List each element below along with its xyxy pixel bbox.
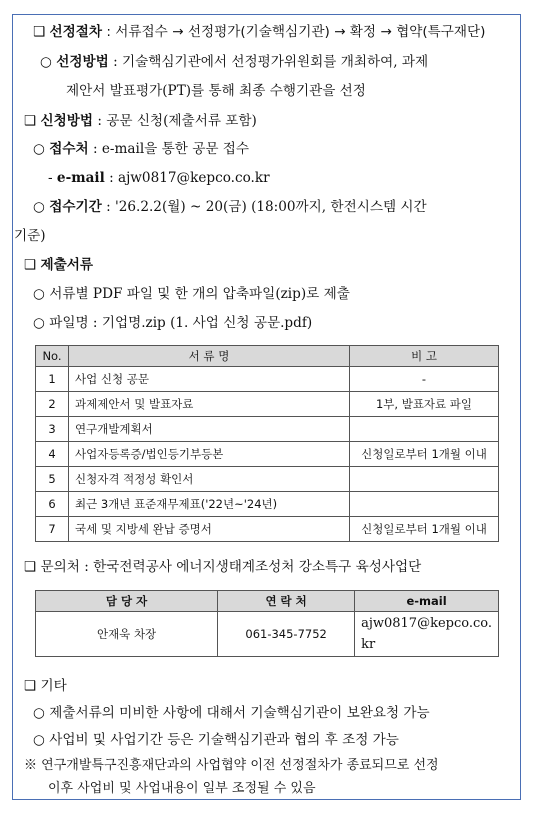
contact-email-line2: kr [361, 637, 376, 652]
checkbox-icon: ❑ [24, 678, 37, 694]
documents-format-line [33, 284, 350, 304]
etc-line [24, 676, 67, 696]
documents-head: 제출서류 [40, 257, 94, 273]
email-text: : ajw0817@kepco.co.kr [109, 170, 270, 186]
table-row [36, 417, 499, 442]
doc-no: 3 [36, 417, 69, 442]
filename-text: 파일명 : 기업명.zip (1. 사업 신청 공문.pdf) [49, 315, 313, 331]
table-row [36, 392, 499, 417]
doc-no: 4 [36, 442, 69, 467]
doc-name: 국세 및 지방세 완납 증명서 [69, 517, 350, 542]
doc-no: 5 [36, 467, 69, 492]
circle-bullet-icon: ○ [40, 54, 52, 70]
selection-method-cont: 제안서 발표평가(PT)를 통해 최종 수행기관을 선정 [66, 83, 366, 99]
reception-text: : e-mail을 통한 공문 접수 [92, 141, 250, 157]
selection-procedure-head: 선정절차 [49, 24, 103, 40]
contact-email-line1: ajw0817@kepco.co. [361, 616, 492, 631]
reference-mark-icon: ※ [24, 758, 38, 773]
circle-bullet-icon: ○ [33, 199, 45, 215]
circle-bullet-icon: ○ [33, 705, 45, 721]
doc-no: 6 [36, 492, 69, 517]
email-head: e-mail [56, 170, 105, 186]
table-row [36, 492, 499, 517]
doc-name: 사업자등록증/법인등기부등본 [69, 442, 350, 467]
contact-header-row [36, 591, 499, 612]
selection-method-text: : 기술핵심기관에서 선정평가위원회를 개최하여, 과제 [113, 54, 429, 70]
application-method-line [24, 111, 257, 131]
documents-line [24, 255, 93, 275]
note-text: 연구개발특구진흥재단과의 사업협약 이전 선정절차가 종료되므로 선정 [41, 758, 439, 773]
circle-bullet-icon: ○ [33, 286, 45, 302]
contact-row [36, 612, 499, 657]
col-manager: 담 당 자 [36, 591, 218, 612]
reception-period-text: : '26.2.2(월) ~ 20(금) (18:00까지, 한전시스템 시간 [106, 199, 427, 215]
table-row [36, 517, 499, 542]
selection-procedure-text: : 서류접수 → 선정평가(기술핵심기관) → 확정 → 협약(특구재단) [106, 24, 486, 40]
doc-name: 신청자격 적정성 확인서 [69, 467, 350, 492]
selection-method-line [40, 52, 428, 72]
reception-period-cont: 기준) [14, 228, 46, 244]
col-phone: 연 락 처 [218, 591, 355, 612]
doc-note: 1부, 발표자료 파일 [350, 392, 499, 417]
contact-phone: 061-345-7752 [218, 612, 355, 657]
reception-head: 접수처 [49, 141, 89, 157]
doc-note [350, 492, 499, 517]
contact-line [24, 557, 421, 577]
etc-item-2-text: 사업비 및 사업기간 등은 기술핵심기관과 협의 후 조정 가능 [49, 732, 399, 748]
circle-bullet-icon: ○ [33, 315, 45, 331]
documents-format-text: 서류별 PDF 파일 및 한 개의 압축파일(zip)로 제출 [49, 286, 350, 302]
circle-bullet-icon: ○ [33, 141, 45, 157]
dash-bullet-icon: - [48, 170, 53, 186]
table-row [36, 442, 499, 467]
doc-note [350, 417, 499, 442]
doc-note [350, 467, 499, 492]
col-no: No. [36, 346, 69, 367]
selection-procedure-line [33, 22, 485, 42]
etc-item-2 [33, 730, 399, 750]
doc-note: - [350, 367, 499, 392]
filename-line [33, 313, 312, 333]
col-note: 비 고 [350, 346, 499, 367]
doc-name: 최근 3개년 표준재무제표('22년~'24년) [69, 492, 350, 517]
documents-header-row [36, 346, 499, 367]
application-method-text: : 공문 신청(제출서류 포함) [97, 113, 257, 129]
table-row [36, 467, 499, 492]
checkbox-icon: ❑ [33, 24, 46, 40]
contact-table [35, 590, 499, 657]
etc-item-1 [33, 703, 430, 723]
etc-item-1-text: 제출서류의 미비한 사항에 대해서 기술핵심기관이 보완요청 가능 [49, 705, 430, 721]
table-row [36, 367, 499, 392]
note-line [24, 756, 439, 776]
doc-name: 사업 신청 공문 [69, 367, 350, 392]
email-line [48, 168, 270, 188]
doc-note: 신청일로부터 1개월 이내 [350, 517, 499, 542]
circle-bullet-icon: ○ [33, 732, 45, 748]
contact-name: 안재욱 차장 [36, 612, 218, 657]
doc-no: 2 [36, 392, 69, 417]
reception-period-head: 접수기간 [49, 199, 102, 215]
checkbox-icon: ❑ [24, 559, 37, 575]
doc-name: 과제제안서 및 발표자료 [69, 392, 350, 417]
contact-email[interactable] [355, 612, 499, 657]
contact-text: 문의처 : 한국전력공사 에너지생태계조성처 강소특구 육성사업단 [40, 559, 422, 575]
reception-line [33, 139, 249, 159]
reception-period-line [33, 197, 427, 217]
checkbox-icon: ❑ [24, 257, 37, 273]
checkbox-icon: ❑ [24, 113, 37, 129]
application-method-head: 신청방법 [40, 113, 94, 129]
col-email: e-mail [355, 591, 499, 612]
selection-method-head: 선정방법 [56, 54, 109, 70]
note-cont: 이후 사업비 및 사업내용이 일부 조정될 수 있음 [48, 781, 316, 796]
doc-name: 연구개발계획서 [69, 417, 350, 442]
col-name: 서 류 명 [69, 346, 350, 367]
doc-no: 1 [36, 367, 69, 392]
doc-note: 신청일로부터 1개월 이내 [350, 442, 499, 467]
etc-text: 기타 [40, 678, 67, 694]
documents-table [35, 345, 499, 542]
doc-no: 7 [36, 517, 69, 542]
